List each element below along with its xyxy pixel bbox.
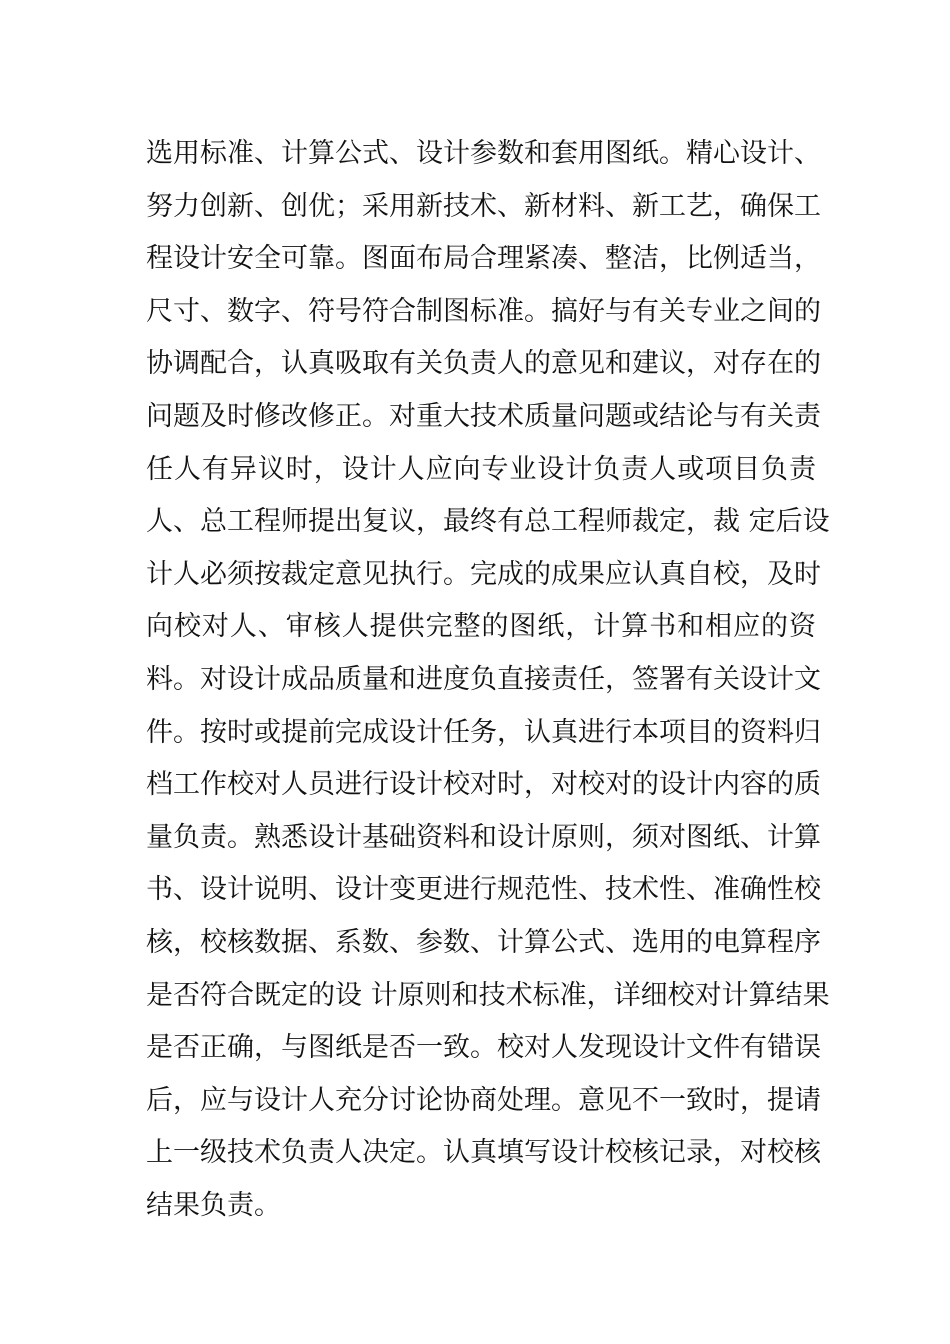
text-line-15: 书、设计说明、设计变更进行规范性、技术性、准确性校 <box>146 874 821 906</box>
text-line-12: 件。按时或提前完成设计任务，认真进行本项目的资料归 <box>146 716 821 748</box>
text-line-21: 结果负责。 <box>146 1189 281 1221</box>
body-text <box>146 128 830 1232</box>
text-line-4: 尺寸、数字、符号符合制图标准。搞好与有关专业之间的 <box>146 295 821 327</box>
text-line-2: 努力创新、创优；采用新技术、新材料、新工艺，确保工 <box>146 190 821 222</box>
text-line-7: 任人有异议时，设计人应向专业设计负责人或项目负责 <box>146 453 816 485</box>
text-line-19: 后，应与设计人充分讨论协商处理。意见不一致时，提请 <box>146 1084 821 1116</box>
text-line-9: 计人必须按裁定意见执行。完成的成果应认真自校，及时 <box>146 558 821 590</box>
text-line-11: 料。对设计成品质量和进度负直接责任，签署有关设计文 <box>146 663 821 695</box>
text-line-6: 问题及时修改修正。对重大技术质量问题或结论与有关责 <box>146 400 821 432</box>
text-line-3: 程设计安全可靠。图面布局合理紧凑、整洁，比例适当， <box>146 243 821 275</box>
text-line-1: 选用标准、计算公式、设计参数和套用图纸。精心设计、 <box>146 138 821 169</box>
text-line-5: 协调配合，认真吸取有关负责人的意见和建议，对存在的 <box>146 348 821 380</box>
text-line-20: 上一级技术负责人决定。认真填写设计校核记录，对校核 <box>146 1137 821 1169</box>
text-line-8: 人、总工程师提出复议，最终有总工程师裁定，裁 定后设 <box>146 506 830 538</box>
text-line-18: 是否正确，与图纸是否一致。校对人发现设计文件有错误 <box>146 1032 821 1064</box>
text-line-16: 核，校核数据、系数、参数、计算公式、选用的电算程序 <box>146 926 821 958</box>
text-line-14: 量负责。熟悉设计基础资料和设计原则，须对图纸、计算 <box>146 821 821 853</box>
text-line-10: 向校对人、审核人提供完整的图纸，计算书和相应的资 <box>146 611 816 643</box>
text-line-13: 档工作校对人员进行设计校对时，对校对的设计内容的质 <box>146 769 821 801</box>
text-line-17: 是否符合既定的设 计原则和技术标准，详细校对计算结果 <box>146 979 830 1011</box>
